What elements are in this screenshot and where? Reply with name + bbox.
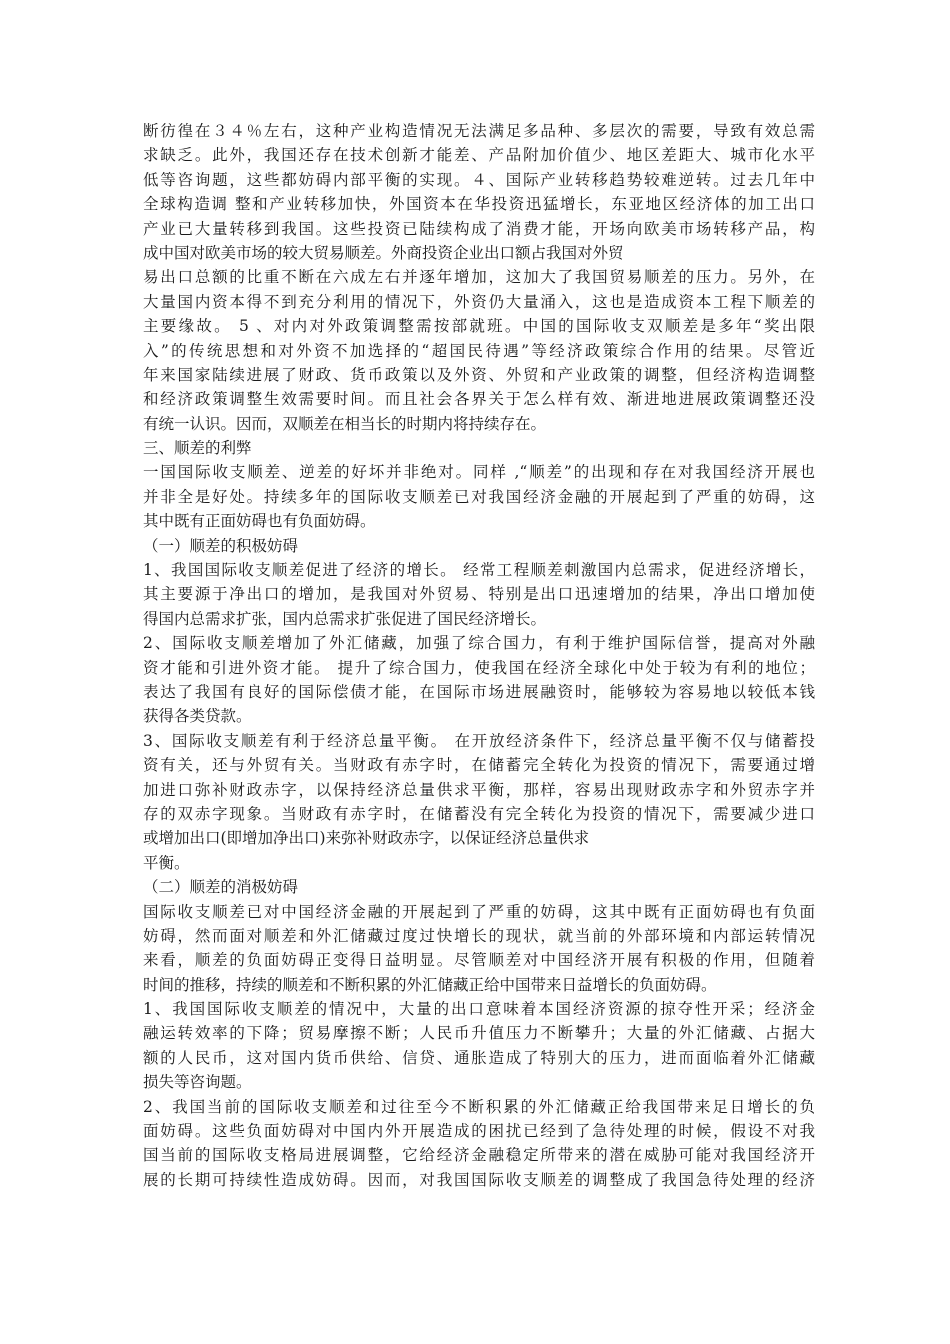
- text-line: 一国国际收支顺差、逆差的好坏并非绝对。同样 ,“顺差”的出现和存在对我国经济开展也: [143, 463, 815, 482]
- text-line: 融运转效率的下降；贸易摩擦不断；人民币升值压力不断攀升；大量的外汇储藏、占据大: [143, 1024, 815, 1043]
- text-line: 得国内总需求扩张，国内总需求扩张促进了国民经济增长。: [143, 609, 547, 628]
- subsection-heading: （一）顺差的积极妨碍: [143, 536, 299, 555]
- text-line: 入”的传统思想和对外资不加选择的“超国民待遇”等经济政策综合作用的结果。尽管近: [143, 341, 815, 360]
- text-line: 来看，顺差的负面妨碍正变得日益明显。尽管顺差对中国经济开展有积极的作用，但随着: [143, 951, 815, 970]
- text-line: 易出口总额的比重不断在六成左右并逐年增加，这加大了我国贸易顺差的压力。另外，在: [143, 268, 815, 287]
- subsection-heading: （二）顺差的消极妨碍: [143, 878, 299, 897]
- text-line: 全球构造调 整和产业转移加快，外国资本在华投资迅猛增长，东亚地区经济体的加工出口: [143, 195, 815, 214]
- text-line: 成中国对欧美市场的较大贸易顺差。外商投资企业出口额占我国对外贸: [143, 243, 624, 262]
- text-line: 面妨碍。这些负面妨碍对中国内外开展造成的困扰已经到了急待处理的时候，假设不对我: [143, 1122, 815, 1141]
- text-line: 大量国内资本得不到充分利用的情况下，外资仍大量涌入，这也是造成资本工程下顺差的: [143, 292, 815, 311]
- text-line: 求缺乏。此外，我国还存在技术创新才能差、产品附加价值少、地区差距大、城市化水平: [143, 146, 815, 165]
- text-line: 展的长期可持续性造成妨碍。因而，对我国国际收支顺差的调整成了我国急待处理的经济: [143, 1170, 815, 1189]
- text-line: 表达了我国有良好的国际偿债才能，在国际市场进展融资时，能够较为容易地以较低本钱: [143, 682, 815, 701]
- text-line: 2、国际收支顺差增加了外汇储藏，加强了综合国力，有利于维护国际信誉，提高对外融: [143, 634, 815, 653]
- text-line: 断彷徨在３４％左右，这种产业构造情况无法满足多品种、多层次的需要，导致有效总需: [143, 122, 815, 140]
- text-line: 1、我国国际收支顺差的情况中，大量的出口意味着本国经济资源的掠夺性开采；经济金: [143, 1000, 815, 1019]
- text-line: 额的人民币，这对国内货币供给、信贷、通胀造成了特别大的压力，进而面临着外汇储藏: [143, 1048, 815, 1067]
- text-line: 低等咨询题，这些都妨碍内部平衡的实现。４、国际产业转移趋势较难逆转。过去几年中: [143, 170, 815, 189]
- text-line: 资有关，还与外贸有关。当财政有赤字时，在储蓄完全转化为投资的情况下，需要通过增: [143, 756, 815, 775]
- text-line: 其中既有正面妨碍也有负面妨碍。: [143, 512, 376, 531]
- section-heading: 三、顺差的利弊: [143, 439, 252, 458]
- text-line: 有统一认识。因而，双顺差在相当长的时期内将持续存在。: [143, 414, 547, 433]
- document-body: [143, 119, 815, 1192]
- text-line: 和经济政策调整生效需要时间。而且社会各界关于怎么样有效、渐进地进展政策调整还没: [143, 390, 815, 409]
- text-line: 3、国际收支顺差有利于经济总量平衡。 在开放经济条件下，经济总量平衡不仅与储蓄投: [143, 731, 815, 750]
- text-line: 平衡。: [143, 853, 190, 872]
- text-line: 主要缘故。 5 、对内对外政策调整需按部就班。中国的国际收支双顺差是多年“奖出限: [143, 317, 815, 336]
- text-line: 获得各类贷款。: [143, 707, 252, 726]
- text-line: 加进口弥补财政赤字，以保持经济总量供求平衡，那样，容易出现财政赤字和外贸赤字并: [143, 780, 815, 799]
- text-line: 或增加出口(即增加净出口)来弥补财政赤字，以保证经济总量供求: [143, 829, 590, 848]
- text-line: 妨碍，然而面对顺差和外汇储藏过度过快增长的现状，就当前的外部环境和内部运转情况: [143, 926, 815, 945]
- text-line: 国际收支顺差已对中国经济金融的开展起到了严重的妨碍，这其中既有正面妨碍也有负面: [143, 902, 815, 921]
- text-line: 国当前的国际收支格局进展调整，它给经济金融稳定所带来的潜在威胁可能对我国经济开: [143, 1146, 815, 1165]
- text-line: 其主要源于净出口的增加，是我国对外贸易、特别是出口迅速增加的结果，净出口增加使: [143, 585, 815, 604]
- text-line: 存的双赤字现象。当财政有赤字时，在储蓄没有完全转化为投资的情况下，需要减少进口: [143, 804, 815, 823]
- text-line: 并非全是好处。持续多年的国际收支顺差已对我国经济金融的开展起到了严重的妨碍，这: [143, 487, 815, 506]
- text-line: 资才能和引进外资才能。 提升了综合国力，使我国在经济全球化中处于较为有利的地位；: [143, 658, 815, 677]
- text-line: 2、我国当前的国际收支顺差和过往至今不断积累的外汇储藏正给我国带来足日增长的负: [143, 1097, 815, 1116]
- text-line: 时间的推移，持续的顺差和不断积累的外汇储藏正给中国带来日益增长的负面妨碍。: [143, 975, 717, 994]
- text-line: 1、我国国际收支顺差促进了经济的增长。 经常工程顺差刺激国内总需求，促进经济增长，: [143, 561, 815, 580]
- text-line: 产业已大量转移到我国。这些投资已陆续构成了消费才能，开场向欧美市场转移产品，构: [143, 219, 815, 238]
- text-line: 损失等咨询题。: [143, 1073, 252, 1092]
- text-line: 年来国家陆续进展了财政、货币政策以及外资、外贸和产业政策的调整，但经济构造调整: [143, 365, 815, 384]
